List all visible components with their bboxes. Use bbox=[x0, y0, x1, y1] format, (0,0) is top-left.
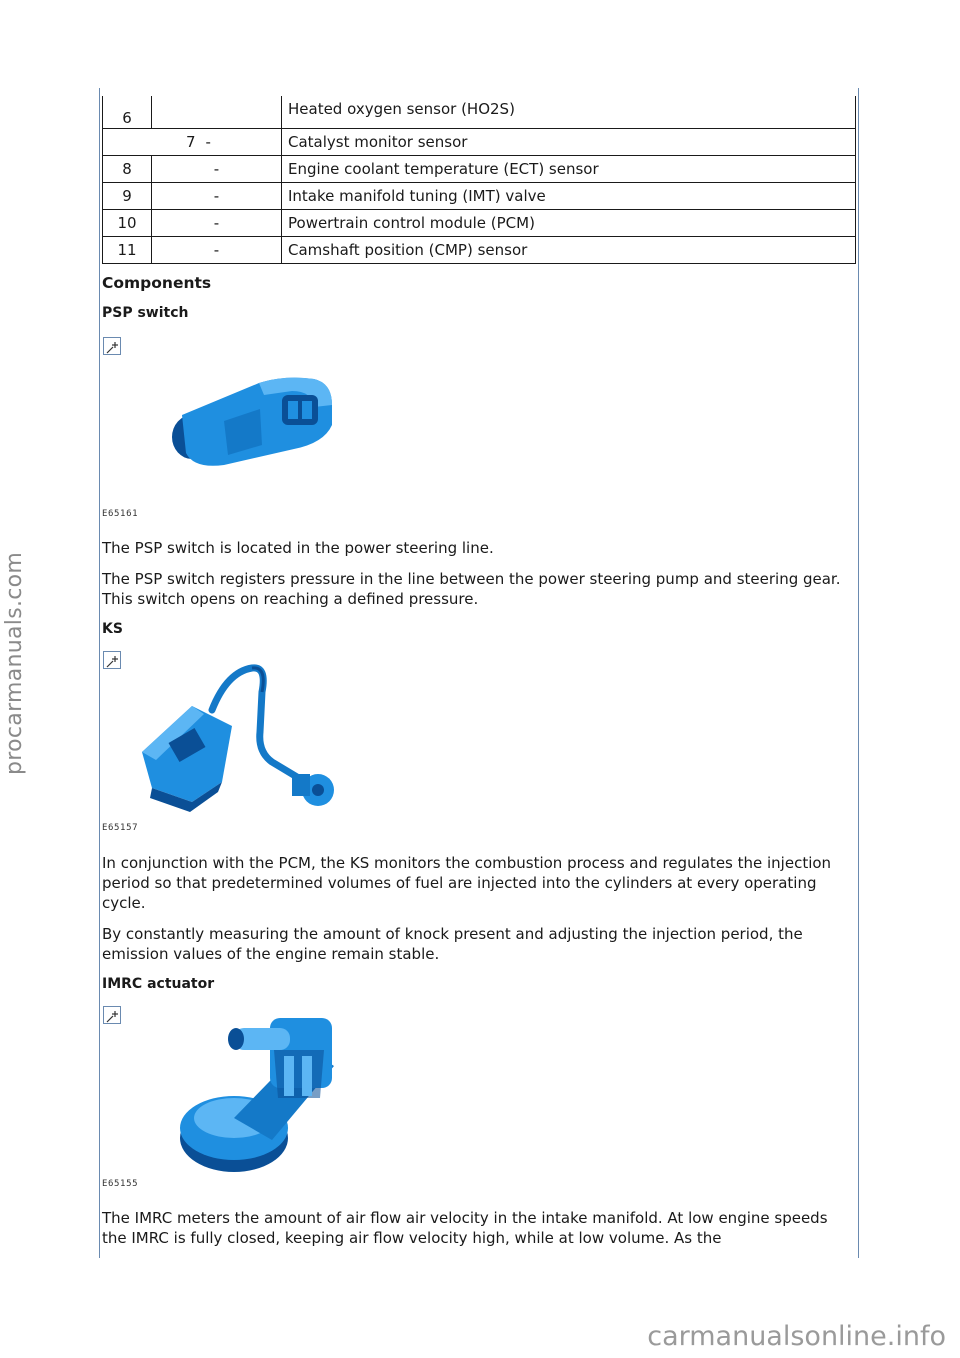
right-page-rule bbox=[858, 88, 859, 1258]
part-dash: - bbox=[152, 156, 282, 183]
figure-id: E65161 bbox=[102, 509, 139, 519]
ks-heading: KS bbox=[102, 621, 123, 637]
figure-id: E65157 bbox=[102, 823, 139, 833]
part-description: Catalyst monitor sensor bbox=[282, 129, 856, 156]
table-row bbox=[103, 96, 856, 129]
magnify-plus-icon[interactable] bbox=[103, 1006, 121, 1024]
part-dash: - bbox=[152, 237, 282, 264]
magnify-plus-icon[interactable] bbox=[103, 337, 121, 355]
part-dash: 7 - bbox=[152, 129, 282, 156]
table-row bbox=[103, 237, 856, 264]
part-number: 8 bbox=[103, 156, 152, 183]
part-dash: - bbox=[152, 183, 282, 210]
table-row bbox=[103, 156, 856, 183]
ks-paragraph-2: By constantly measuring the amount of knock present and adjusting the injection period, the emission values of the engine remain stable. bbox=[102, 925, 803, 963]
part-number: 10 bbox=[103, 210, 152, 237]
psp-switch-heading: PSP switch bbox=[102, 305, 189, 321]
table-row bbox=[103, 129, 856, 156]
figure-id: E65155 bbox=[102, 1179, 139, 1189]
imrc-actuator-illustration bbox=[174, 1010, 344, 1180]
part-description: Heated oxygen sensor (HO2S) bbox=[282, 96, 856, 129]
parts-table bbox=[102, 96, 856, 264]
part-description: Engine coolant temperature (ECT) sensor bbox=[282, 156, 856, 183]
part-dash: - bbox=[152, 210, 282, 237]
table-row bbox=[103, 210, 856, 237]
psp-paragraph-2: The PSP switch registers pressure in the line between the power steering pump and steering gear. This switch opens on reaching a defined pressure. bbox=[102, 570, 841, 608]
psp-paragraph-1: The PSP switch is located in the power steering line. bbox=[102, 539, 494, 557]
psp-switch-illustration bbox=[164, 365, 344, 475]
part-number bbox=[103, 129, 152, 156]
table-row bbox=[103, 183, 856, 210]
components-heading: Components bbox=[102, 274, 212, 292]
part-description: Intake manifold tuning (IMT) valve bbox=[282, 183, 856, 210]
magnify-plus-icon[interactable] bbox=[103, 651, 121, 669]
imrc-paragraph-1: The IMRC meters the amount of air flow air velocity in the intake manifold. At low engine speeds the IMRC is fully closed, keeping air flow velocity high, while at low volume. As the bbox=[102, 1209, 828, 1247]
part-description: Camshaft position (CMP) sensor bbox=[282, 237, 856, 264]
part-description: Powertrain control module (PCM) bbox=[282, 210, 856, 237]
part-number: 6 bbox=[103, 96, 152, 129]
bottom-watermark: carmanualsonline.info bbox=[647, 1321, 946, 1352]
part-number: 11 bbox=[103, 237, 152, 264]
imrc-actuator-heading: IMRC actuator bbox=[102, 976, 215, 992]
left-page-rule bbox=[99, 88, 100, 1258]
ks-paragraph-1: In conjunction with the PCM, the KS monitors the combustion process and regulates the injection period so that predetermined volumes of fuel are injected into the cylinders at every operating cycle. bbox=[102, 854, 832, 912]
part-dash bbox=[152, 96, 282, 129]
knock-sensor-illustration bbox=[132, 662, 342, 822]
side-watermark: procarmanuals.com bbox=[2, 551, 27, 775]
part-number: 9 bbox=[103, 183, 152, 210]
